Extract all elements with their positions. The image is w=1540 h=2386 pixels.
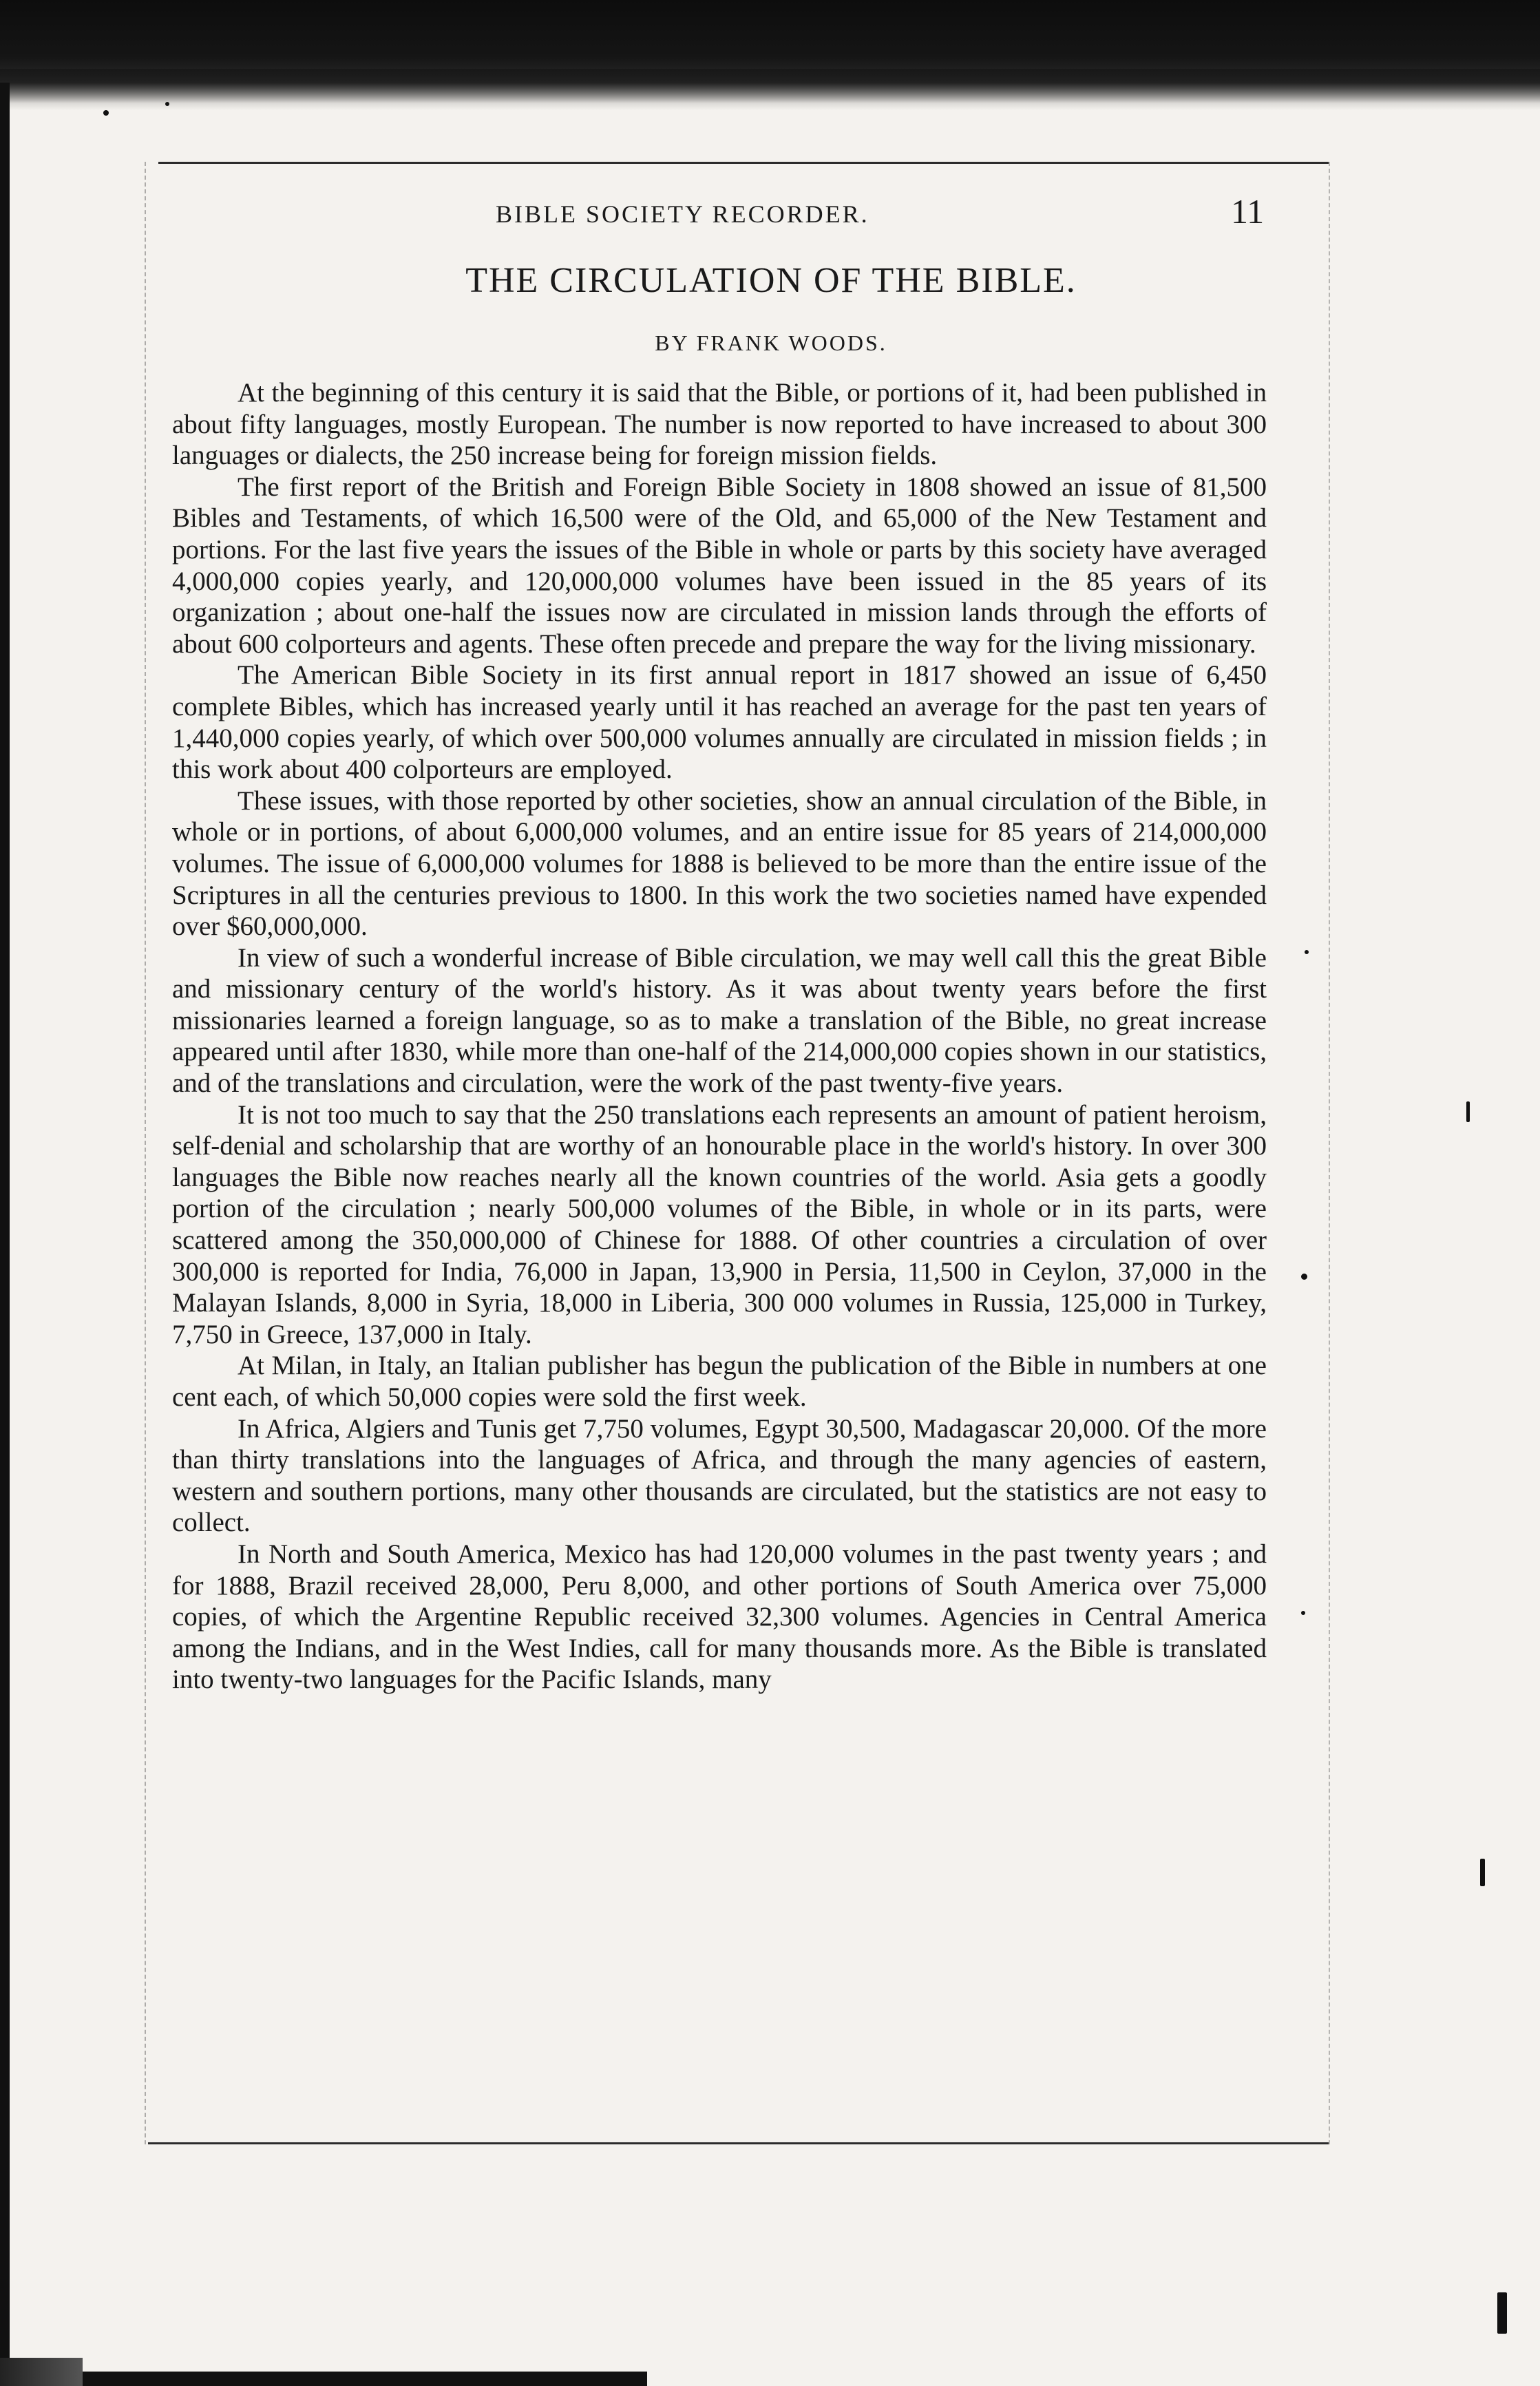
scan-bottom-corner [0, 2358, 83, 2386]
paragraph: It is not too much to say that the 250 translations each represents an amount of patient heroism, self-denial and scholarship that are worthy of an honourable place in the world's history. In over 300 languages the Bible now reaches nearly all the known countries of the world. Asia gets a goodly portion of the circulation ; nearly 500,000 volumes of the Bible, in whole or in its parts, were scattered among the 350,000,000 of Chinese for 1888. Of other countries a circulation of over 300,000 is reported for India, 76,000 in Japan, 13,900 in Persia, 11,500 in Ceylon, 37,000 in the Malayan Islands, 8,000 in Syria, 18,000 in Liberia, 300 000 volumes in Russia, 125,000 in Turkey, 7,750 in Greece, 137,000 in Italy. [172, 1099, 1267, 1349]
scan-speck [1301, 1274, 1307, 1280]
scan-speck [1466, 1101, 1470, 1122]
running-head: BIBLE SOCIETY RECORDER. [496, 200, 869, 228]
paragraph: In Africa, Algiers and Tunis get 7,750 volumes, Egypt 30,500, Madagascar 20,000. Of the more than thirty translations into the languages of Africa, and through the many agencies of eastern, western and southern portions, many other thousands are circulated, but the statistics are not easy to collect. [172, 1413, 1267, 1538]
page-number: 11 [1231, 192, 1265, 231]
scan-left-border [0, 83, 10, 2386]
bottom-rule [148, 2142, 1329, 2144]
scan-speck [103, 110, 109, 116]
article-title: THE CIRCULATION OF THE BIBLE. [465, 261, 1077, 300]
article-body [172, 377, 1267, 1696]
scan-speck [165, 102, 169, 106]
paragraph: At the beginning of this century it is said that the Bible, or portions of it, had been published in about fifty languages, mostly European. The number is now reported to have increased to about 300 languages or dialects, the 250 increase being for foreign mission fields. [172, 378, 1267, 471]
paragraph: These issues, with those reported by other societies, show an annual circulation of the Bible, in whole or in portions, of about 6,000,000 volumes, and an entire issue for 85 years of 214,000,000 volumes. The issue of 6,000,000 volumes for 1888 is believed to be more than the entire issue of the Scriptures in all the centuries previous to 1800. In this work the two societies named have expended over $60,000,000. [172, 785, 1267, 942]
paragraph: In North and South America, Mexico has had 120,000 volumes in the past twenty years ; and for 1888, Brazil received 28,000, Peru 8,000, and other portions of South America over 75,000 copies, of which the Argentine Republic received 32,300 volumes. Agencies in Central America among the Indians, and in the West Indies, call for many thousands more. As the Bible is translated into twenty-two languages for the Pacific Islands, many [172, 1539, 1267, 1695]
paragraph: The American Bible Society in its first annual report in 1817 showed an issue of 6,450 complete Bibles, which has increased yearly until it has reached an average for the past ten years of 1,440,000 copies yearly, of which over 500,000 volumes annually are circulated in mission fields ; in this work about 400 colporteurs are employed. [172, 660, 1267, 785]
right-margin-line [1329, 162, 1330, 2144]
scan-top-shadow [0, 69, 1540, 110]
scan-bottom-border [83, 2372, 647, 2386]
paragraph: At Milan, in Italy, an Italian publisher has begun the publication of the Bible in numbers at one cent each, of which 50,000 copies were sold the first week. [172, 1351, 1267, 1412]
paragraph: In view of such a wonderful increase of Bible circulation, we may well call this the great Bible and missionary century of the world's history. As it was about twenty years before the first missionaries learned a foreign language, so as to make a translation of the Bible, no great increase appeared until after 1830, while more than one-half of the 214,000,000 copies shown in our statistics, and of the translations and circulation, were the work of the past twenty-five years. [172, 942, 1267, 1099]
scan-speck [1305, 950, 1309, 954]
article-byline: BY FRANK WOODS. [655, 330, 887, 355]
scan-speck [1301, 1611, 1305, 1615]
top-rule [158, 162, 1329, 164]
left-margin-line [145, 162, 146, 2144]
scan-speck [1480, 1859, 1485, 1886]
scan-speck [1497, 2292, 1507, 2334]
paragraph: The first report of the British and Foreign Bible Society in 1808 showed an issue of 81,500 Bibles and Testaments, of which 16,500 were of the Old, and 65,000 of the New Testament and portions. For the last five years the issues of the Bible in whole or parts by this society have averaged 4,000,000 copies yearly, and 120,000,000 volumes have been issued in the 85 years of its organization ; about one-half the issues now are circulated in mission lands through the efforts of about 600 colporteurs and agents. These often precede and prepare the way for the living missionary. [172, 472, 1267, 659]
